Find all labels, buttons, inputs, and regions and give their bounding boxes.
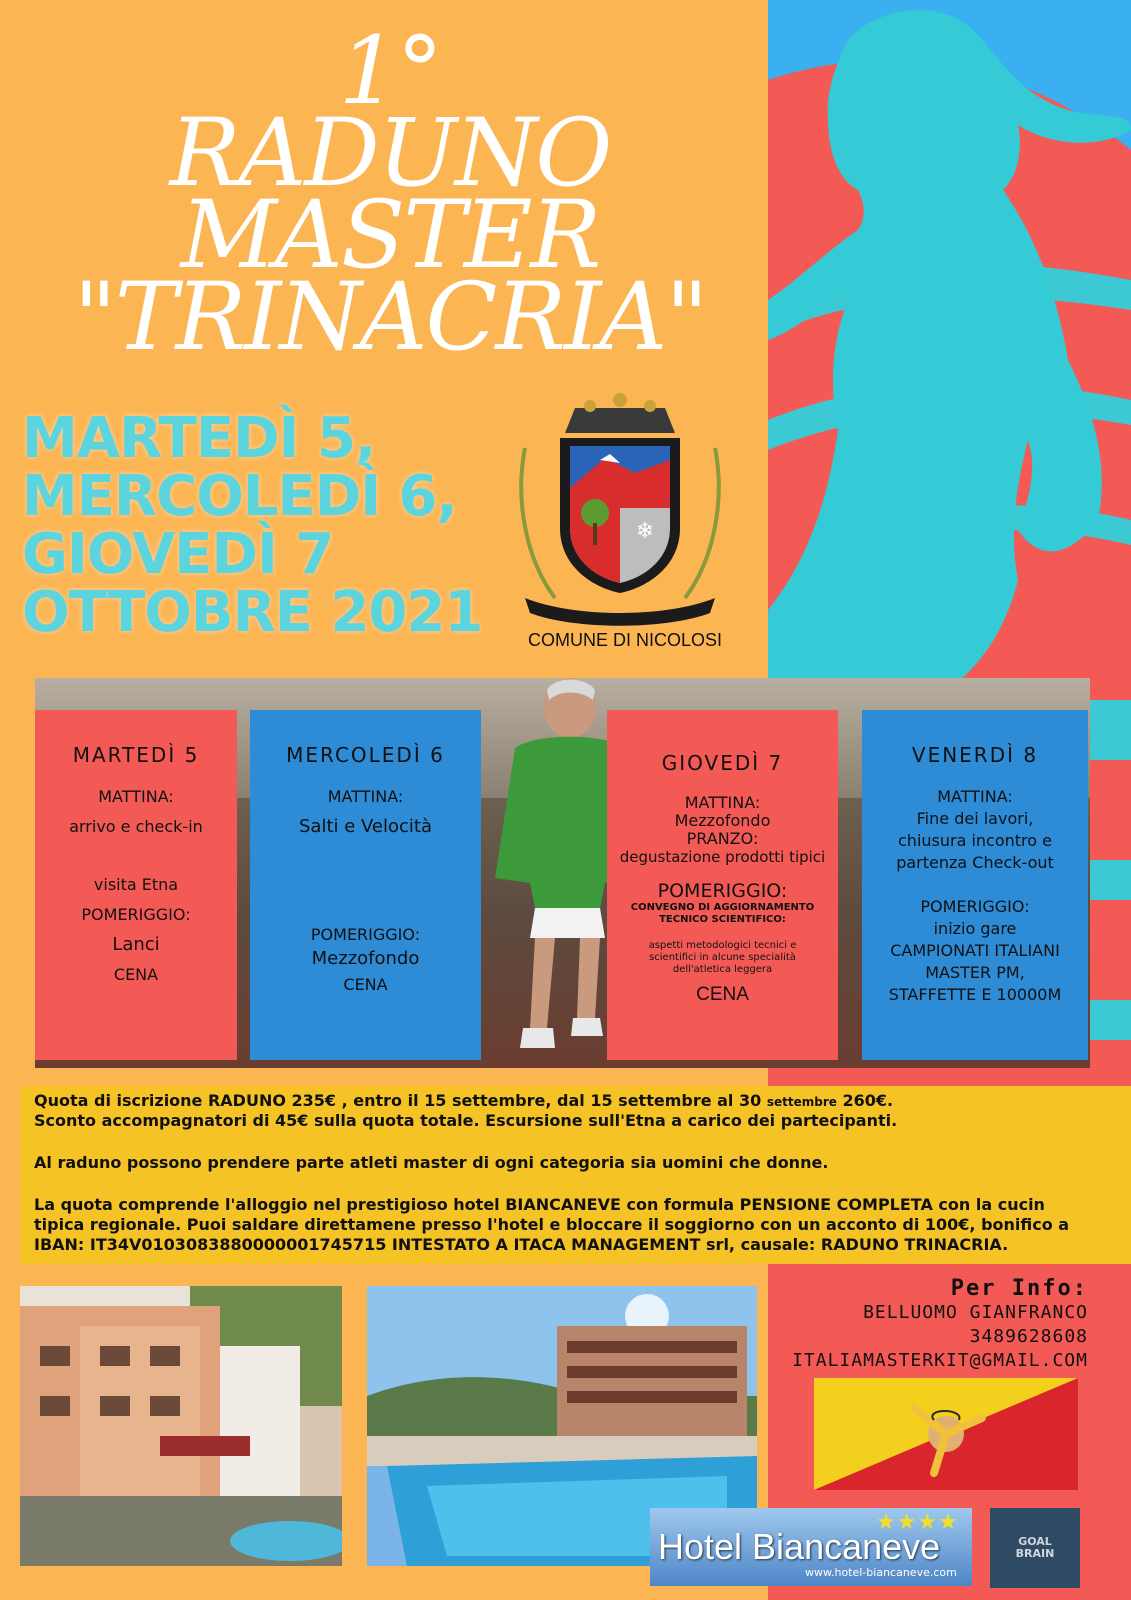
sicily-flag-icon xyxy=(814,1378,1078,1490)
date-line-2: MERCOLEDÌ 6, xyxy=(22,464,457,529)
contact-name: BELLUOMO GIANFRANCO xyxy=(863,1302,1088,1323)
date-line-4: OTTOBRE 2021 xyxy=(22,580,483,645)
day-line: degustazione prodotti tipici xyxy=(619,848,826,866)
day-line: Fine dei lavori, xyxy=(916,809,1034,828)
day-card-martedi xyxy=(35,710,237,1060)
day-line: chiusura incontro e xyxy=(898,831,1052,850)
crest-label: COMUNE DI NICOLOSI xyxy=(527,630,723,650)
day-line: Salti e Velocità xyxy=(298,816,433,837)
hotel-logo xyxy=(650,1508,972,1586)
goal-brain-line-1: GOAL xyxy=(1018,1535,1052,1548)
day-line xyxy=(862,874,1088,896)
day-line: CENA xyxy=(696,984,749,1005)
day-title: VENERDÌ 8 xyxy=(911,743,1039,767)
day-line: POMERIGGIO: xyxy=(310,925,421,944)
day-line: POMERIGGIO: xyxy=(657,880,788,902)
day-line: visita Etna xyxy=(93,875,179,894)
day-line: partenza Check-out xyxy=(896,853,1054,872)
fee-line-3: Al raduno possono prendere parte atleti master di ogni categoria sia uomini che donne. xyxy=(34,1153,829,1172)
fee-line-5: tipica regionale. Puoi saldare direttamene presso l'hotel e bloccare il soggiorno con un acconto di 100€, bonifico a xyxy=(34,1215,1070,1234)
day-line: MATTINA: xyxy=(98,787,174,806)
title-line-3: MASTER xyxy=(180,181,600,290)
svg-text:❄: ❄ xyxy=(635,519,655,544)
day-line-small: TECNICO SCIENTIFICO: xyxy=(659,914,786,925)
day-line: CAMPIONATI ITALIANI xyxy=(890,941,1060,960)
day-line: MATTINA: xyxy=(684,793,761,812)
day-line: MATTINA: xyxy=(327,787,404,806)
day-line: POMERIGGIO: xyxy=(920,897,1030,916)
hotel-photo-1 xyxy=(20,1286,342,1566)
fee-line-1b: settembre xyxy=(766,1095,837,1109)
comune-crest-icon xyxy=(505,388,735,628)
contact-phone[interactable]: 3489628608 xyxy=(969,1326,1088,1347)
fee-line-4: La quota comprende l'alloggio nel prestigioso hotel BIANCANEVE con formula PENSIONE COMPLETA con la cucin xyxy=(34,1195,1045,1214)
hotel-stars-icon: ★★★★ xyxy=(876,1510,959,1535)
fee-line-1a: Quota di iscrizione RADUNO 235€ , entro il 15 settembre, dal 15 settembre al 30 xyxy=(34,1091,762,1110)
title-line-2: RADUNO xyxy=(169,99,611,208)
day-line-small: aspetti metodologici tecnici e xyxy=(648,940,797,951)
fee-line-2: Sconto accompagnatori di 45€ sulla quota totale. Escursione sull'Etna a carico dei partecipanti. xyxy=(34,1111,898,1130)
day-line: STAFFETTE E 10000M xyxy=(888,985,1062,1004)
day-title: MARTEDÌ 5 xyxy=(72,743,200,767)
day-line: MATTINA: xyxy=(937,787,1013,806)
day-line: POMERIGGIO: xyxy=(81,905,191,924)
day-card-venerdi xyxy=(862,710,1088,1060)
day-line: MASTER PM, xyxy=(925,963,1025,982)
day-line: PRANZO: xyxy=(686,829,759,848)
day-card-mercoledi xyxy=(250,710,481,1060)
day-line-small xyxy=(607,926,838,940)
day-title: GIOVEDÌ 7 xyxy=(661,751,784,775)
day-line-small: scientifici in alcune specialità xyxy=(649,952,796,963)
info-title: Per Info: xyxy=(950,1276,1088,1301)
day-line: CENA xyxy=(343,975,388,994)
date-line-3: GIOVEDÌ 7 xyxy=(22,522,334,587)
day-line xyxy=(35,838,237,874)
date-line-1: MARTEDÌ 5, xyxy=(22,406,376,471)
title-line-4: "TRINACRIA" xyxy=(73,263,707,372)
day-line-small: CONVEGNO DI AGGIORNAMENTO xyxy=(630,902,815,913)
day-line: Lanci xyxy=(112,934,160,955)
day-card-giovedi xyxy=(607,710,838,1060)
day-line: CENA xyxy=(113,965,159,984)
contact-email[interactable]: ITALIAMASTERKIT@GMAIL.COM xyxy=(792,1350,1088,1371)
goal-brain-logo xyxy=(990,1508,1080,1588)
title-line-1: 1° xyxy=(338,17,442,126)
contact-info xyxy=(790,1276,1088,1373)
day-line: arrivo e check-in xyxy=(69,817,203,836)
day-line xyxy=(250,838,481,924)
goal-brain-line-2: BRAIN xyxy=(1015,1547,1055,1560)
hotel-name: Hotel Biancaneve xyxy=(658,1526,941,1567)
fee-line-6: IBAN: IT34V0103083880000001745715 INTESTATO A ITACA MANAGEMENT srl, causale: RADUNO TRINACRIA. xyxy=(34,1235,1009,1254)
day-line: Mezzofondo xyxy=(311,948,420,969)
day-line: Mezzofondo xyxy=(674,811,771,830)
day-line: inizio gare xyxy=(933,919,1017,938)
day-line-small: dell'atletica leggera xyxy=(672,964,773,975)
hotel-url[interactable]: www.hotel-biancaneve.com xyxy=(805,1566,957,1579)
day-title: MERCOLEDÌ 6 xyxy=(286,743,445,767)
fee-line-1c: 260€. xyxy=(842,1091,894,1110)
